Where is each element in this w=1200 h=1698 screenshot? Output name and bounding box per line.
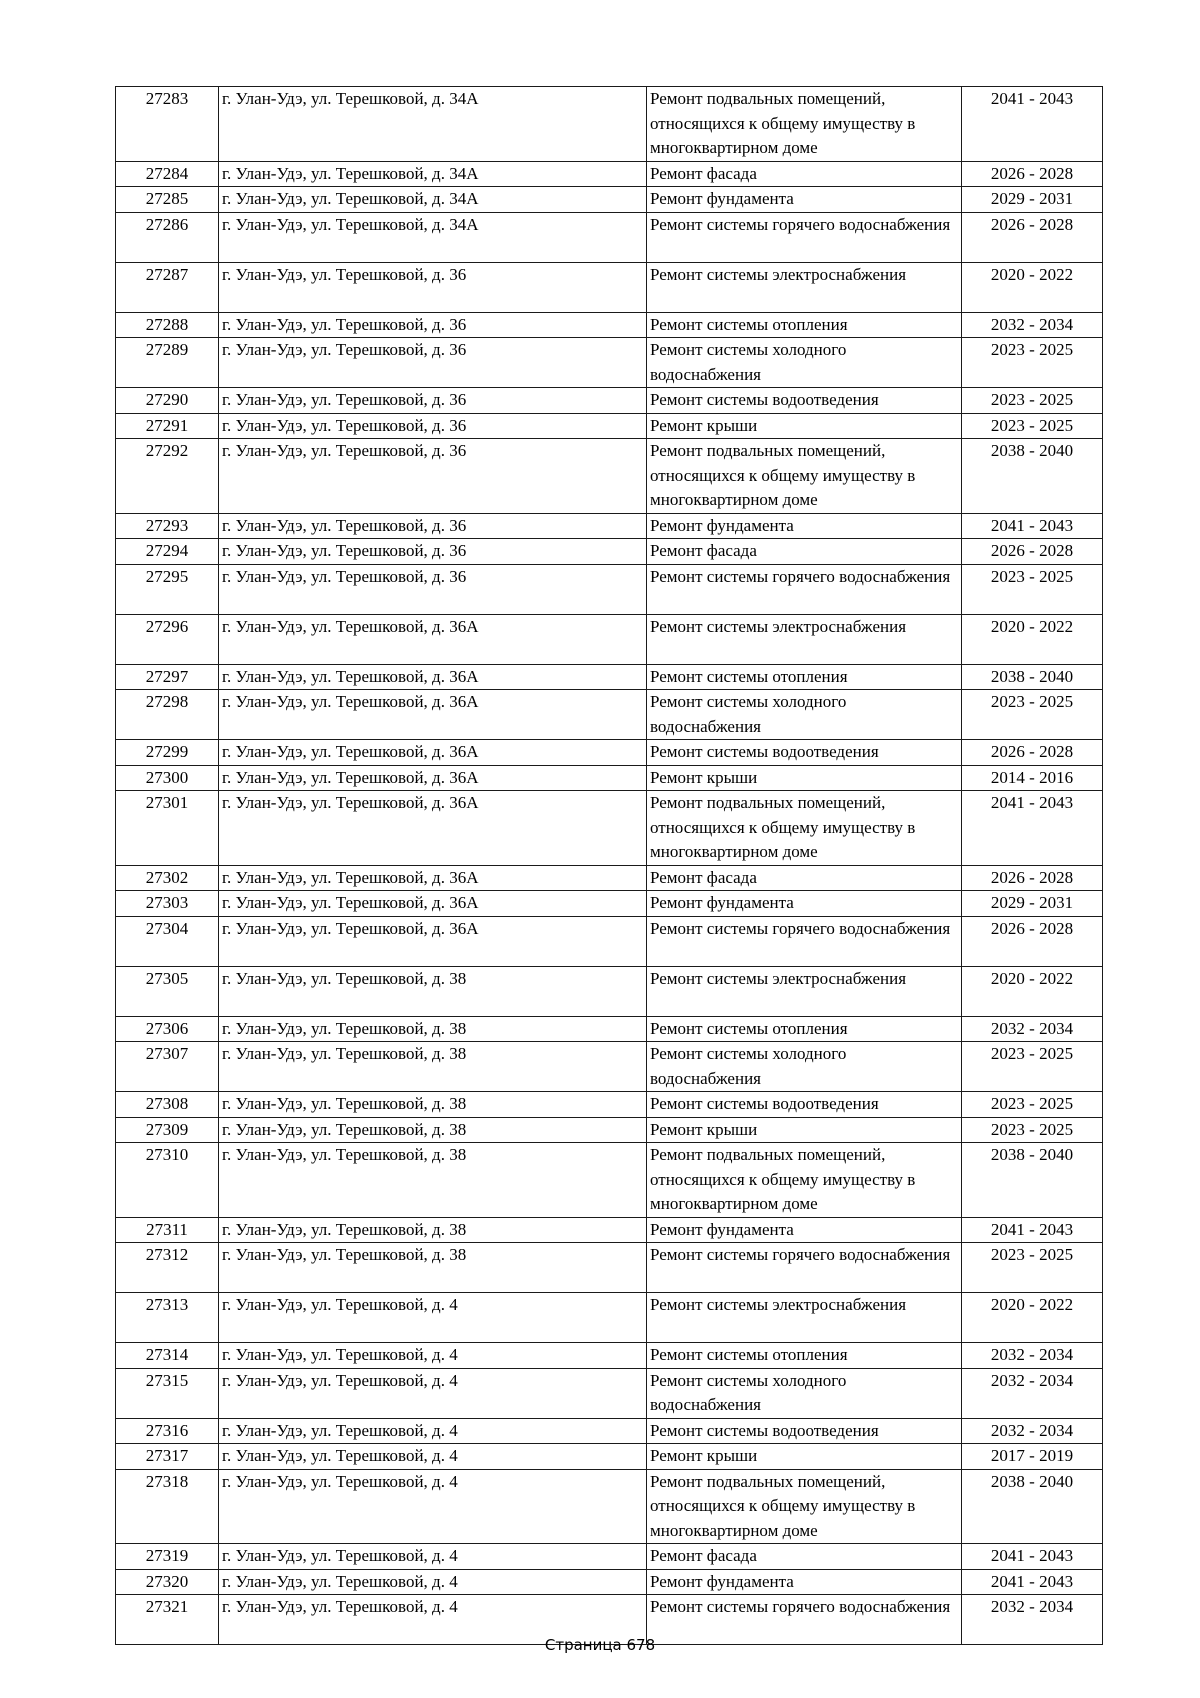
work-type-cell: Ремонт системы горячего водоснабжения: [647, 564, 962, 614]
table-row: [116, 564, 1103, 614]
address-cell: г. Улан-Удэ, ул. Терешковой, д. 36А: [219, 614, 647, 664]
work-type-cell: Ремонт крыши: [647, 413, 962, 439]
table-row: [116, 1293, 1103, 1343]
table-row: [116, 513, 1103, 539]
work-type-cell: Ремонт подвальных помещений, относящихся к общему имуществу в многоквартирном доме: [647, 791, 962, 866]
table-row: [116, 439, 1103, 514]
address-cell: г. Улан-Удэ, ул. Терешковой, д. 36А: [219, 765, 647, 791]
work-type-cell: Ремонт системы отопления: [647, 312, 962, 338]
table-row: [116, 740, 1103, 766]
work-type-cell: Ремонт системы холодного водоснабжения: [647, 338, 962, 388]
table-row: [116, 1143, 1103, 1218]
address-cell: г. Улан-Удэ, ул. Терешковой, д. 34А: [219, 87, 647, 162]
work-type-cell: Ремонт системы холодного водоснабжения: [647, 1368, 962, 1418]
address-cell: г. Улан-Удэ, ул. Терешковой, д. 4: [219, 1418, 647, 1444]
period-cell: 2023 - 2025: [962, 1092, 1103, 1118]
work-type-cell: Ремонт фасада: [647, 539, 962, 565]
period-cell: 2023 - 2025: [962, 1243, 1103, 1293]
work-type-cell: Ремонт фасада: [647, 865, 962, 891]
period-cell: 2014 - 2016: [962, 765, 1103, 791]
row-number-cell: 27305: [116, 966, 219, 1016]
period-cell: 2038 - 2040: [962, 1469, 1103, 1544]
period-cell: 2032 - 2034: [962, 1418, 1103, 1444]
row-number-cell: 27301: [116, 791, 219, 866]
period-cell: 2020 - 2022: [962, 614, 1103, 664]
period-cell: 2041 - 2043: [962, 1217, 1103, 1243]
table-row: [116, 338, 1103, 388]
table-row: [116, 765, 1103, 791]
period-cell: 2038 - 2040: [962, 1143, 1103, 1218]
period-cell: 2026 - 2028: [962, 740, 1103, 766]
work-type-cell: Ремонт системы холодного водоснабжения: [647, 690, 962, 740]
row-number-cell: 27293: [116, 513, 219, 539]
address-cell: г. Улан-Удэ, ул. Терешковой, д. 36: [219, 388, 647, 414]
work-type-cell: Ремонт фасада: [647, 1544, 962, 1570]
work-type-cell: Ремонт системы водоотведения: [647, 388, 962, 414]
work-type-cell: Ремонт фундамента: [647, 891, 962, 917]
table-row: [116, 87, 1103, 162]
row-number-cell: 27302: [116, 865, 219, 891]
period-cell: 2032 - 2034: [962, 1368, 1103, 1418]
row-number-cell: 27292: [116, 439, 219, 514]
work-type-cell: Ремонт системы горячего водоснабжения: [647, 212, 962, 262]
table-row: [116, 1569, 1103, 1595]
row-number-cell: 27297: [116, 664, 219, 690]
table-row: [116, 1444, 1103, 1470]
work-type-cell: Ремонт системы холодного водоснабжения: [647, 1042, 962, 1092]
work-type-cell: Ремонт фасада: [647, 161, 962, 187]
table-row: [116, 664, 1103, 690]
row-number-cell: 27298: [116, 690, 219, 740]
page-number: Страница 678: [544, 1636, 656, 1654]
row-number-cell: 27294: [116, 539, 219, 565]
address-cell: г. Улан-Удэ, ул. Терешковой, д. 34А: [219, 212, 647, 262]
table-row: [116, 539, 1103, 565]
row-number-cell: 27299: [116, 740, 219, 766]
period-cell: 2023 - 2025: [962, 690, 1103, 740]
period-cell: 2029 - 2031: [962, 187, 1103, 213]
row-number-cell: 27286: [116, 212, 219, 262]
address-cell: г. Улан-Удэ, ул. Терешковой, д. 36: [219, 413, 647, 439]
address-cell: г. Улан-Удэ, ул. Терешковой, д. 4: [219, 1595, 647, 1645]
table-row: [116, 1117, 1103, 1143]
row-number-cell: 27318: [116, 1469, 219, 1544]
work-type-cell: Ремонт системы отопления: [647, 1016, 962, 1042]
period-cell: 2041 - 2043: [962, 1544, 1103, 1570]
table-row: [116, 1243, 1103, 1293]
address-cell: г. Улан-Удэ, ул. Терешковой, д. 34А: [219, 187, 647, 213]
work-type-cell: Ремонт системы горячего водоснабжения: [647, 1243, 962, 1293]
period-cell: 2041 - 2043: [962, 513, 1103, 539]
period-cell: 2026 - 2028: [962, 212, 1103, 262]
row-number-cell: 27296: [116, 614, 219, 664]
address-cell: г. Улан-Удэ, ул. Терешковой, д. 36: [219, 262, 647, 312]
work-type-cell: Ремонт подвальных помещений, относящихся к общему имуществу в многоквартирном доме: [647, 439, 962, 514]
row-number-cell: 27295: [116, 564, 219, 614]
address-cell: г. Улан-Удэ, ул. Терешковой, д. 36А: [219, 740, 647, 766]
table-row: [116, 1418, 1103, 1444]
address-cell: г. Улан-Удэ, ул. Терешковой, д. 36: [219, 513, 647, 539]
period-cell: 2032 - 2034: [962, 1343, 1103, 1369]
row-number-cell: 27304: [116, 916, 219, 966]
period-cell: 2017 - 2019: [962, 1444, 1103, 1470]
row-number-cell: 27311: [116, 1217, 219, 1243]
address-cell: г. Улан-Удэ, ул. Терешковой, д. 4: [219, 1293, 647, 1343]
work-type-cell: Ремонт системы отопления: [647, 1343, 962, 1369]
row-number-cell: 27315: [116, 1368, 219, 1418]
row-number-cell: 27287: [116, 262, 219, 312]
table-row: [116, 891, 1103, 917]
row-number-cell: 27289: [116, 338, 219, 388]
address-cell: г. Улан-Удэ, ул. Терешковой, д. 4: [219, 1544, 647, 1570]
period-cell: 2026 - 2028: [962, 161, 1103, 187]
period-cell: 2026 - 2028: [962, 916, 1103, 966]
address-cell: г. Улан-Удэ, ул. Терешковой, д. 36А: [219, 690, 647, 740]
period-cell: 2023 - 2025: [962, 338, 1103, 388]
period-cell: 2038 - 2040: [962, 439, 1103, 514]
work-type-cell: Ремонт системы водоотведения: [647, 1092, 962, 1118]
address-cell: г. Улан-Удэ, ул. Терешковой, д. 4: [219, 1368, 647, 1418]
work-type-cell: Ремонт системы отопления: [647, 664, 962, 690]
period-cell: 2038 - 2040: [962, 664, 1103, 690]
table-row: [116, 161, 1103, 187]
address-cell: г. Улан-Удэ, ул. Терешковой, д. 36А: [219, 916, 647, 966]
address-cell: г. Улан-Удэ, ул. Терешковой, д. 4: [219, 1569, 647, 1595]
row-number-cell: 27291: [116, 413, 219, 439]
work-type-cell: Ремонт системы горячего водоснабжения: [647, 916, 962, 966]
row-number-cell: 27316: [116, 1418, 219, 1444]
table-row: [116, 1217, 1103, 1243]
table-row: [116, 865, 1103, 891]
period-cell: 2032 - 2034: [962, 312, 1103, 338]
address-cell: г. Улан-Удэ, ул. Терешковой, д. 36: [219, 564, 647, 614]
table-row: [116, 187, 1103, 213]
table-row: [116, 413, 1103, 439]
period-cell: 2026 - 2028: [962, 865, 1103, 891]
row-number-cell: 27308: [116, 1092, 219, 1118]
period-cell: 2023 - 2025: [962, 388, 1103, 414]
address-cell: г. Улан-Удэ, ул. Терешковой, д. 36: [219, 338, 647, 388]
work-type-cell: Ремонт подвальных помещений, относящихся к общему имуществу в многоквартирном доме: [647, 1143, 962, 1218]
table-row: [116, 614, 1103, 664]
period-cell: 2026 - 2028: [962, 539, 1103, 565]
table-body: [116, 87, 1103, 1645]
work-type-cell: Ремонт крыши: [647, 1444, 962, 1470]
address-cell: г. Улан-Удэ, ул. Терешковой, д. 36А: [219, 891, 647, 917]
period-cell: 2023 - 2025: [962, 413, 1103, 439]
period-cell: 2023 - 2025: [962, 1117, 1103, 1143]
address-cell: г. Улан-Удэ, ул. Терешковой, д. 38: [219, 966, 647, 1016]
period-cell: 2020 - 2022: [962, 966, 1103, 1016]
table-row: [116, 1016, 1103, 1042]
row-number-cell: 27320: [116, 1569, 219, 1595]
address-cell: г. Улан-Удэ, ул. Терешковой, д. 38: [219, 1117, 647, 1143]
work-type-cell: Ремонт системы электроснабжения: [647, 1293, 962, 1343]
row-number-cell: 27288: [116, 312, 219, 338]
row-number-cell: 27312: [116, 1243, 219, 1293]
period-cell: 2023 - 2025: [962, 1042, 1103, 1092]
period-cell: 2032 - 2034: [962, 1016, 1103, 1042]
work-type-cell: Ремонт подвальных помещений, относящихся к общему имуществу в многоквартирном доме: [647, 87, 962, 162]
repair-schedule-table: [115, 86, 1103, 1645]
address-cell: г. Улан-Удэ, ул. Терешковой, д. 4: [219, 1469, 647, 1544]
work-type-cell: Ремонт системы электроснабжения: [647, 966, 962, 1016]
period-cell: 2020 - 2022: [962, 1293, 1103, 1343]
address-cell: г. Улан-Удэ, ул. Терешковой, д. 36А: [219, 664, 647, 690]
row-number-cell: 27314: [116, 1343, 219, 1369]
address-cell: г. Улан-Удэ, ул. Терешковой, д. 36: [219, 539, 647, 565]
address-cell: г. Улан-Удэ, ул. Терешковой, д. 4: [219, 1343, 647, 1369]
table-row: [116, 1368, 1103, 1418]
row-number-cell: 27321: [116, 1595, 219, 1645]
period-cell: 2041 - 2043: [962, 1569, 1103, 1595]
work-type-cell: Ремонт системы водоотведения: [647, 1418, 962, 1444]
row-number-cell: 27313: [116, 1293, 219, 1343]
period-cell: 2032 - 2034: [962, 1595, 1103, 1645]
work-type-cell: Ремонт системы электроснабжения: [647, 262, 962, 312]
address-cell: г. Улан-Удэ, ул. Терешковой, д. 38: [219, 1243, 647, 1293]
work-type-cell: Ремонт системы водоотведения: [647, 740, 962, 766]
row-number-cell: 27283: [116, 87, 219, 162]
address-cell: г. Улан-Удэ, ул. Терешковой, д. 34А: [219, 161, 647, 187]
work-type-cell: Ремонт системы горячего водоснабжения: [647, 1595, 962, 1645]
row-number-cell: 27300: [116, 765, 219, 791]
address-cell: г. Улан-Удэ, ул. Терешковой, д. 38: [219, 1042, 647, 1092]
table-row: [116, 966, 1103, 1016]
period-cell: 2020 - 2022: [962, 262, 1103, 312]
row-number-cell: 27284: [116, 161, 219, 187]
row-number-cell: 27319: [116, 1544, 219, 1570]
period-cell: 2041 - 2043: [962, 87, 1103, 162]
row-number-cell: 27317: [116, 1444, 219, 1470]
work-type-cell: Ремонт подвальных помещений, относящихся к общему имуществу в многоквартирном доме: [647, 1469, 962, 1544]
address-cell: г. Улан-Удэ, ул. Терешковой, д. 36А: [219, 791, 647, 866]
row-number-cell: 27310: [116, 1143, 219, 1218]
row-number-cell: 27309: [116, 1117, 219, 1143]
table-row: [116, 690, 1103, 740]
table-row: [116, 1544, 1103, 1570]
table-row: [116, 388, 1103, 414]
work-type-cell: Ремонт фундамента: [647, 1217, 962, 1243]
address-cell: г. Улан-Удэ, ул. Терешковой, д. 38: [219, 1016, 647, 1042]
work-type-cell: Ремонт фундамента: [647, 513, 962, 539]
row-number-cell: 27303: [116, 891, 219, 917]
row-number-cell: 27285: [116, 187, 219, 213]
work-type-cell: Ремонт системы электроснабжения: [647, 614, 962, 664]
address-cell: г. Улан-Удэ, ул. Терешковой, д. 36: [219, 312, 647, 338]
table-row: [116, 1469, 1103, 1544]
table-row: [116, 916, 1103, 966]
work-type-cell: Ремонт крыши: [647, 765, 962, 791]
address-cell: г. Улан-Удэ, ул. Терешковой, д. 4: [219, 1444, 647, 1470]
table-row: [116, 262, 1103, 312]
table-row: [116, 791, 1103, 866]
period-cell: 2023 - 2025: [962, 564, 1103, 614]
address-cell: г. Улан-Удэ, ул. Терешковой, д. 36: [219, 439, 647, 514]
table-row: [116, 312, 1103, 338]
work-type-cell: Ремонт крыши: [647, 1117, 962, 1143]
row-number-cell: 27307: [116, 1042, 219, 1092]
row-number-cell: 27306: [116, 1016, 219, 1042]
address-cell: г. Улан-Удэ, ул. Терешковой, д. 38: [219, 1217, 647, 1243]
row-number-cell: 27290: [116, 388, 219, 414]
table-row: [116, 1343, 1103, 1369]
table-row: [116, 1092, 1103, 1118]
work-type-cell: Ремонт фундамента: [647, 187, 962, 213]
table-row: [116, 212, 1103, 262]
table-row: [116, 1042, 1103, 1092]
address-cell: г. Улан-Удэ, ул. Терешковой, д. 38: [219, 1143, 647, 1218]
address-cell: г. Улан-Удэ, ул. Терешковой, д. 38: [219, 1092, 647, 1118]
period-cell: 2041 - 2043: [962, 791, 1103, 866]
period-cell: 2029 - 2031: [962, 891, 1103, 917]
work-type-cell: Ремонт фундамента: [647, 1569, 962, 1595]
address-cell: г. Улан-Удэ, ул. Терешковой, д. 36А: [219, 865, 647, 891]
